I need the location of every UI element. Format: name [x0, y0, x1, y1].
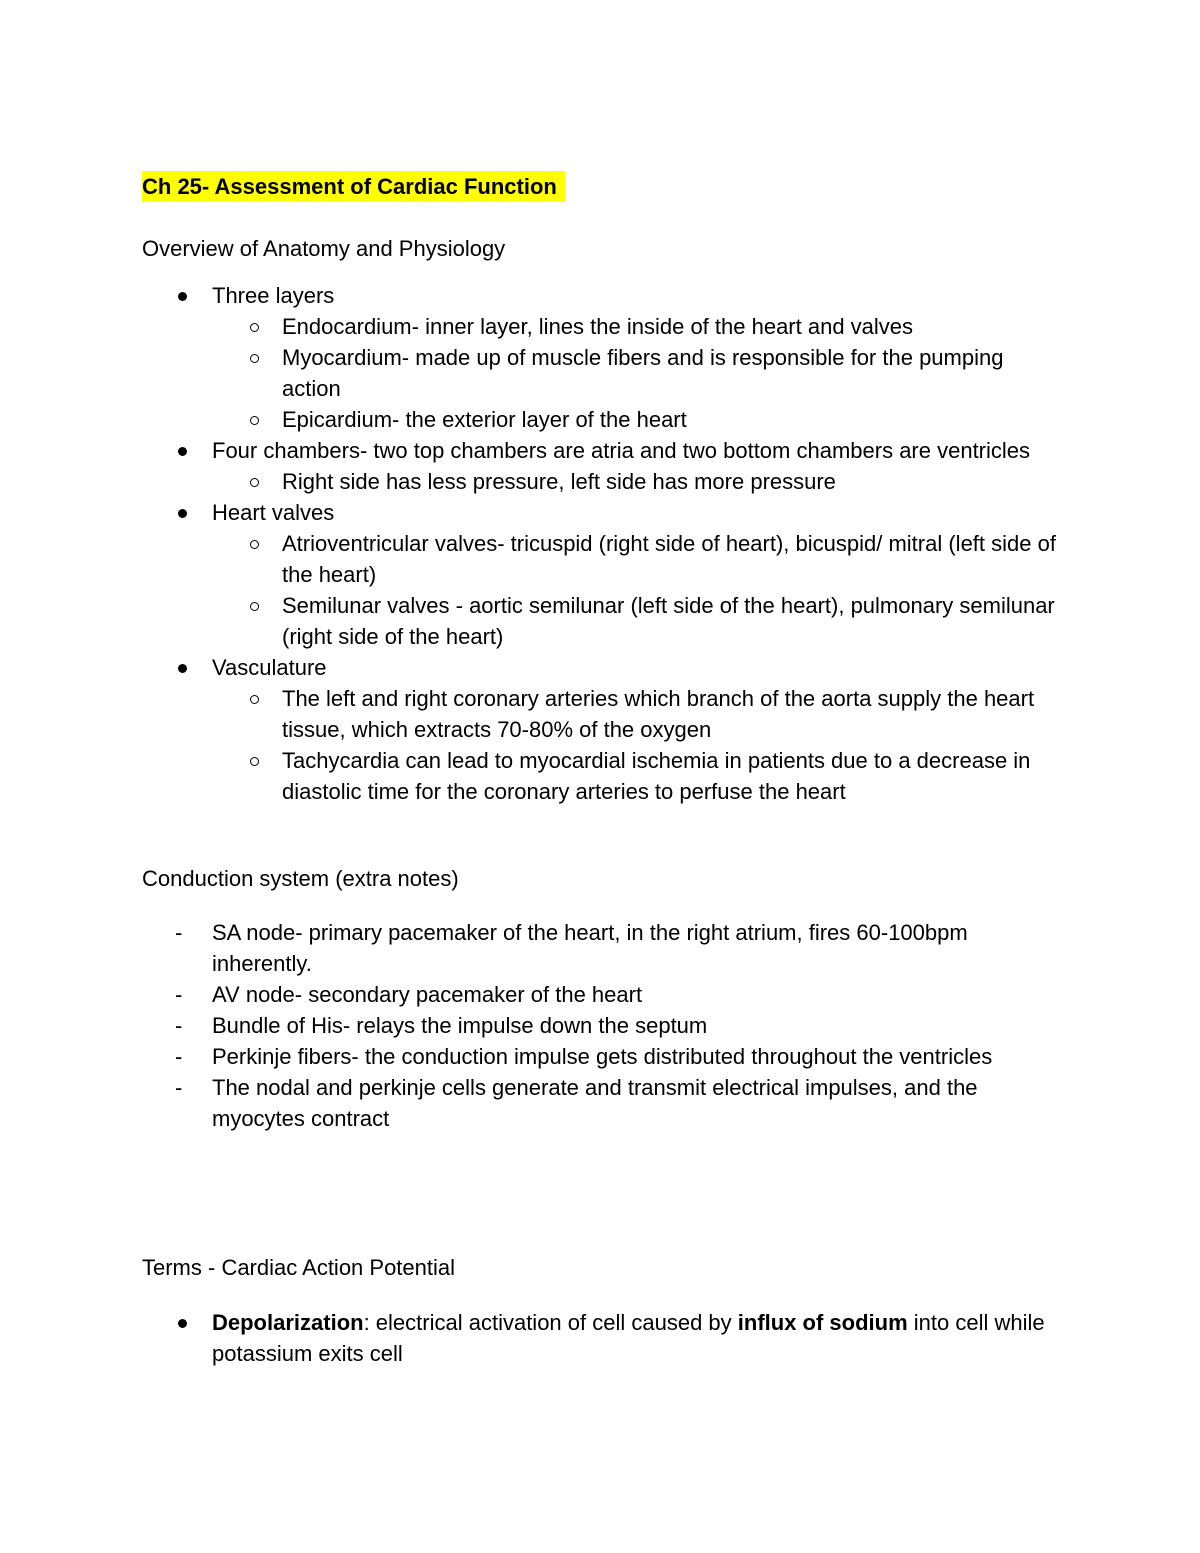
sub-list-item [212, 466, 1067, 497]
list-item-text: Vasculature [212, 655, 327, 680]
list-item [142, 435, 1067, 497]
list-item [142, 1307, 1067, 1369]
sub-list-item-text: Myocardium- made up of muscle fibers and is responsible for the pumping action [282, 345, 1004, 401]
section-heading-overview: Overview of Anatomy and Physiology [142, 236, 506, 261]
document-title: Ch 25- Assessment of Cardiac Function [142, 171, 565, 202]
terms-list [142, 1307, 1067, 1369]
hollow-bullet-icon [250, 354, 259, 363]
sub-list-item [212, 745, 1067, 807]
list-item-text: Three layers [212, 283, 335, 308]
hollow-bullet-icon [250, 478, 259, 487]
list-item-text: SA node- primary pacemaker of the heart, in the right atrium, fires 60-100bpm inherently. [212, 920, 968, 976]
bullet-icon [178, 509, 187, 518]
dash-bullet: - [175, 982, 183, 1007]
list-item-text: Perkinje fibers- the conduction impulse gets distributed throughout the ventricles [212, 1044, 993, 1069]
sub-list-item [212, 683, 1067, 745]
bullet-icon [178, 664, 187, 673]
hollow-bullet-icon [250, 323, 259, 332]
sub-list-item-text: Tachycardia can lead to myocardial ischemia in patients due to a decrease in diastolic time for the coronary arteries to perfuse the heart [282, 748, 1031, 804]
sub-list-item [212, 342, 1067, 404]
list-item-text: Bundle of His- relays the impulse down the septum [212, 1013, 708, 1038]
dash-bullet: - [175, 1013, 183, 1038]
hollow-bullet-icon [250, 540, 259, 549]
list-item [142, 1041, 1067, 1072]
list-item [142, 1072, 1067, 1134]
bullet-icon [178, 447, 187, 456]
term-emphasis: influx of sodium [737, 1310, 908, 1335]
sub-list-item [212, 590, 1067, 652]
list-item [142, 1010, 1067, 1041]
list-item [142, 652, 1067, 807]
list-item-text: Four chambers- two top chambers are atria and two bottom chambers are ventricles [212, 438, 1031, 463]
sub-list [212, 311, 1067, 435]
term-definition-part: into cell while potassium exits cell [212, 1310, 1045, 1366]
dash-bullet: - [175, 920, 183, 945]
section-heading-terms: Terms - Cardiac Action Potential [142, 1255, 456, 1280]
list-item-text: AV node- secondary pacemaker of the heart [212, 982, 643, 1007]
bullet-icon [178, 1319, 187, 1328]
term-name: Depolarization [212, 1310, 364, 1335]
bullet-icon [178, 292, 187, 301]
hollow-bullet-icon [250, 602, 259, 611]
hollow-bullet-icon [250, 695, 259, 704]
list-item [142, 917, 1067, 979]
sub-list-item-text: Semilunar valves - aortic semilunar (left side of the heart), pulmonary semilunar (right side of the heart) [282, 593, 1055, 649]
sub-list [212, 466, 1067, 497]
sub-list [212, 528, 1067, 652]
term-definition-part: : electrical activation of cell caused by [363, 1310, 738, 1335]
section-heading-conduction: Conduction system (extra notes) [142, 866, 459, 891]
list-item [142, 979, 1067, 1010]
dash-bullet: - [175, 1075, 183, 1100]
sub-list-item [212, 404, 1067, 435]
conduction-list [142, 917, 1067, 1134]
list-item-text: Heart valves [212, 500, 335, 525]
sub-list-item [212, 528, 1067, 590]
sub-list-item-text: The left and right coronary arteries which branch of the aorta supply the heart tissue, which extracts 70-80% of the oxygen [282, 686, 1035, 742]
dash-bullet: - [175, 1044, 183, 1069]
sub-list-item [212, 311, 1067, 342]
sub-list [212, 683, 1067, 807]
sub-list-item-text: Atrioventricular valves- tricuspid (right side of heart), bicuspid/ mitral (left side of the heart) [282, 531, 1056, 587]
list-item-text: The nodal and perkinje cells generate and transmit electrical impulses, and the myocytes contract [212, 1075, 978, 1131]
list-item [142, 280, 1067, 435]
hollow-bullet-icon [250, 757, 259, 766]
sub-list-item-text: Endocardium- inner layer, lines the inside of the heart and valves [282, 314, 914, 339]
list-item [142, 497, 1067, 652]
overview-list [142, 280, 1067, 807]
hollow-bullet-icon [250, 416, 259, 425]
sub-list-item-text: Epicardium- the exterior layer of the heart [282, 407, 687, 432]
sub-list-item-text: Right side has less pressure, left side has more pressure [282, 469, 836, 494]
